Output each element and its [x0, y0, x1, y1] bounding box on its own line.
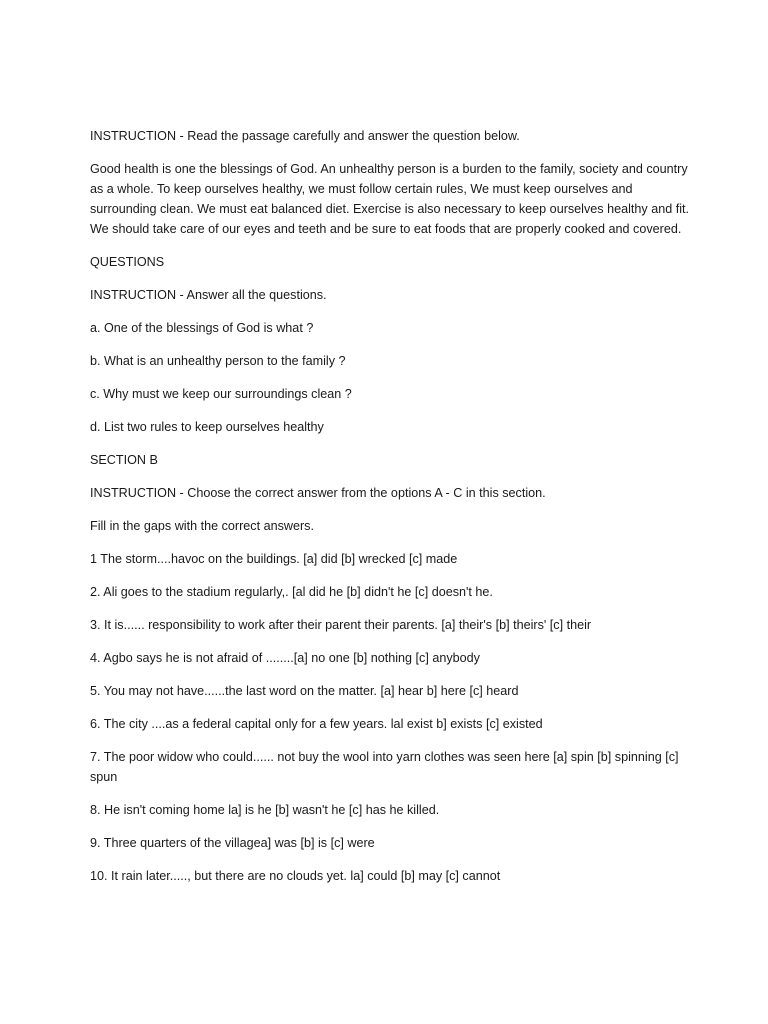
section-b-heading: SECTION B: [90, 453, 158, 467]
gap-question-2: 2. Ali goes to the stadium regularly,. [al did he [b] didn't he [c] doesn't he.: [90, 585, 493, 599]
gap-question-10: 10. It rain later....., but there are no clouds yet. la] could [b] may [c] cannot: [90, 869, 501, 883]
fill-gaps-instruction: Fill in the gaps with the correct answers.: [90, 519, 314, 533]
question-d: d. List two rules to keep ourselves healthy: [90, 420, 324, 434]
gap-question-5: 5. You may not have......the last word on the matter. [a] hear b] here [c] heard: [90, 684, 519, 698]
gap-question-9: 9. Three quarters of the villagea] was [b] is [c] were: [90, 836, 375, 850]
gap-question-7: 7. The poor widow who could...... not buy the wool into yarn clothes was seen here [a] spin [b] spinning [c] spun: [90, 750, 679, 784]
gap-question-1: 1 The storm....havoc on the buildings. [a] did [b] wrecked [c] made: [90, 552, 458, 566]
instruction-read-passage: INSTRUCTION - Read the passage carefully and answer the question below.: [90, 129, 520, 143]
gap-question-3: 3. It is...... responsibility to work after their parent their parents. [a] their's [b] theirs' [c] their: [90, 618, 592, 632]
instruction-answer-all: INSTRUCTION - Answer all the questions.: [90, 288, 327, 302]
gap-question-4: 4. Agbo says he is not afraid of ........[a] no one [b] nothing [c] anybody: [90, 651, 480, 665]
question-c: c. Why must we keep our surroundings clean ?: [90, 387, 352, 401]
question-b: b. What is an unhealthy person to the family ?: [90, 354, 346, 368]
question-a: a. One of the blessings of God is what ?: [90, 321, 314, 335]
gap-question-6: 6. The city ....as a federal capital only for a few years. lal exist b] exists [c] existed: [90, 717, 543, 731]
gap-question-8: 8. He isn't coming home la] is he [b] wasn't he [c] has he killed.: [90, 803, 440, 817]
instruction-choose-answer: INSTRUCTION - Choose the correct answer from the options A - C in this section.: [90, 486, 546, 500]
questions-heading: QUESTIONS: [90, 255, 165, 269]
passage-text: Good health is one the blessings of God. An unhealthy person is a burden to the family, society and country as a whole. To keep ourselves healthy, we must follow certain rules, We must keep ourselves and surrounding clean. We must eat balanced diet. Exercise is also necessary to keep ourselves healthy and fit. We should take care of our eyes and teeth and be sure to eat foods that are properly cooked and covered.: [90, 162, 689, 236]
document-page: [90, 126, 690, 899]
